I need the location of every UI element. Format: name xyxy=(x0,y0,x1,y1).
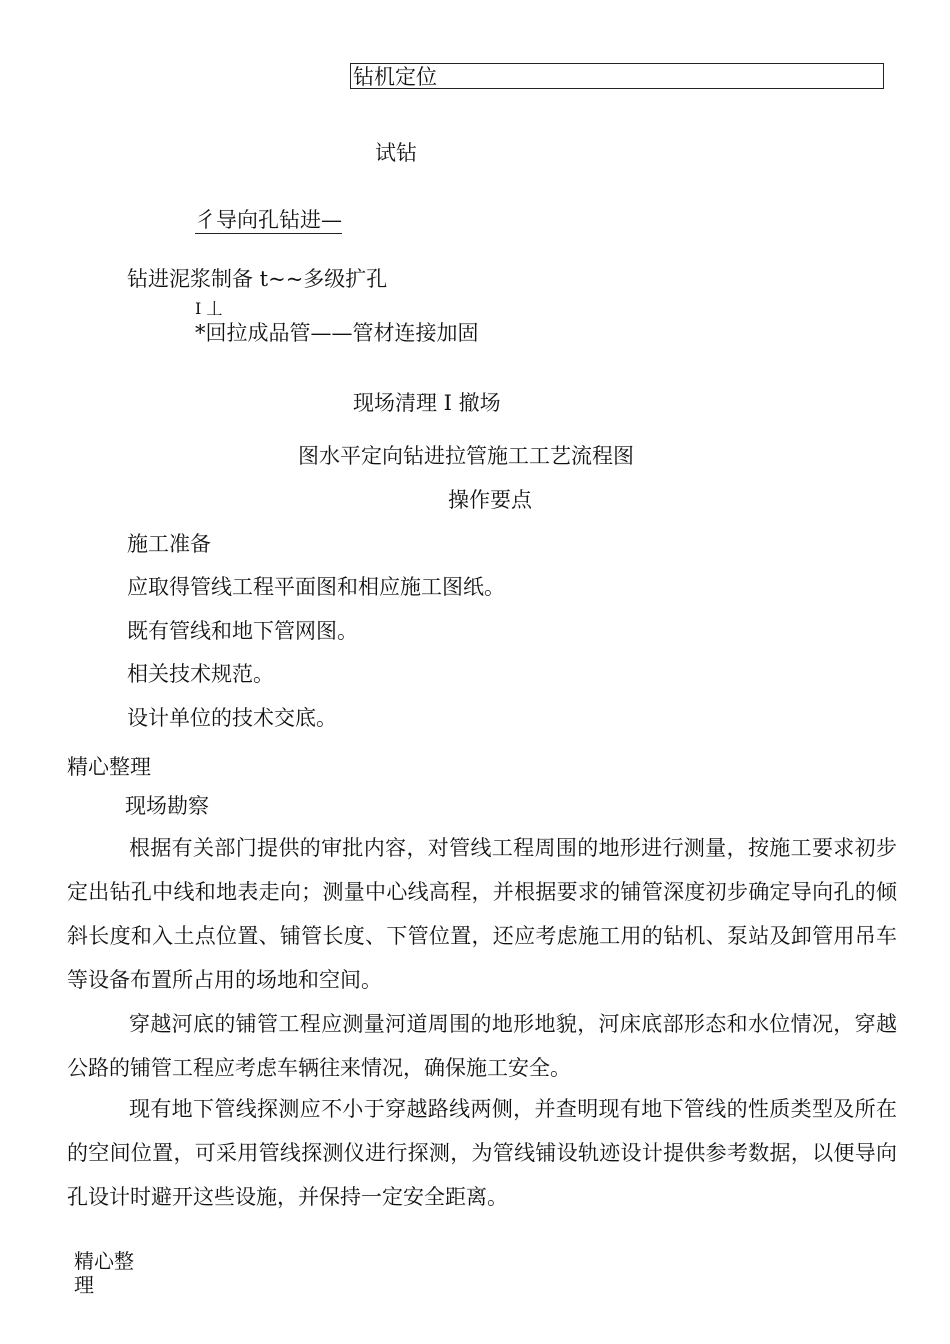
survey-paragraph: 根据有关部门提供的审批内容，对管线工程周围的地形进行测量，按施工要求初步定出钻孔中线和地表走向；测量中心线高程，并根据要求的铺管深度初步确定导向孔的倾斜长度和入土点位置、铺管长度、下管位置，还应考虑施工用的钻机、泵站及卸管用吊车等设备布置所占用的场地和空间。 xyxy=(67,836,897,992)
section-title: 操作要点 xyxy=(448,488,532,512)
flow-step-drill-position: 钻机定位 xyxy=(353,65,437,89)
flow-step-box-drill-position xyxy=(350,63,884,89)
survey-heading: 现场勘察 xyxy=(125,794,209,818)
figure-caption: 图水平定向钻进拉管施工工艺流程图 xyxy=(298,444,634,468)
prep-heading: 施工准备 xyxy=(127,532,211,556)
flow-connector-marks: I 丄 xyxy=(195,299,223,318)
prep-item: 既有管线和地下管网图。 xyxy=(127,619,358,643)
survey-paragraph: 穿越河底的铺管工程应测量河道周围的地形地貌，河床底部形态和水位情况，穿越公路的铺管工程应考虑车辆往来情况，确保施工安全。 xyxy=(67,1012,897,1080)
watermark-text-line1: 精心整 xyxy=(74,1249,134,1273)
prep-item: 设计单位的技术交底。 xyxy=(127,706,337,730)
flow-step-mud-reaming: 钻进泥浆制备 t~~多级扩孔 xyxy=(127,267,388,291)
prep-item: 相关技术规范。 xyxy=(127,662,274,686)
survey-paragraph: 现有地下管线探测应不小于穿越路线两侧，并查明现有地下管线的性质类型及所在的空间位置，可采用管线探测仪进行探测，为管线铺设轨迹设计提供参考数据，以便导向孔设计时避开这些设施，并保持一定安全距离。 xyxy=(67,1097,897,1209)
flow-step-site-cleanup: 现场清理 I 撤场 xyxy=(353,391,501,415)
flow-step-pilot-hole-text: 彳导向孔钻进— xyxy=(195,208,342,232)
watermark-text-line2: 理 xyxy=(74,1273,94,1297)
watermark-text: 精心整理 xyxy=(67,755,151,779)
flow-step-trial-drill: 试钻 xyxy=(375,141,417,165)
flow-step-pullback: *回拉成品管——管材连接加固 xyxy=(195,321,479,345)
flow-step-pilot-hole xyxy=(195,207,342,233)
prep-item: 应取得管线工程平面图和相应施工图纸。 xyxy=(127,575,505,599)
